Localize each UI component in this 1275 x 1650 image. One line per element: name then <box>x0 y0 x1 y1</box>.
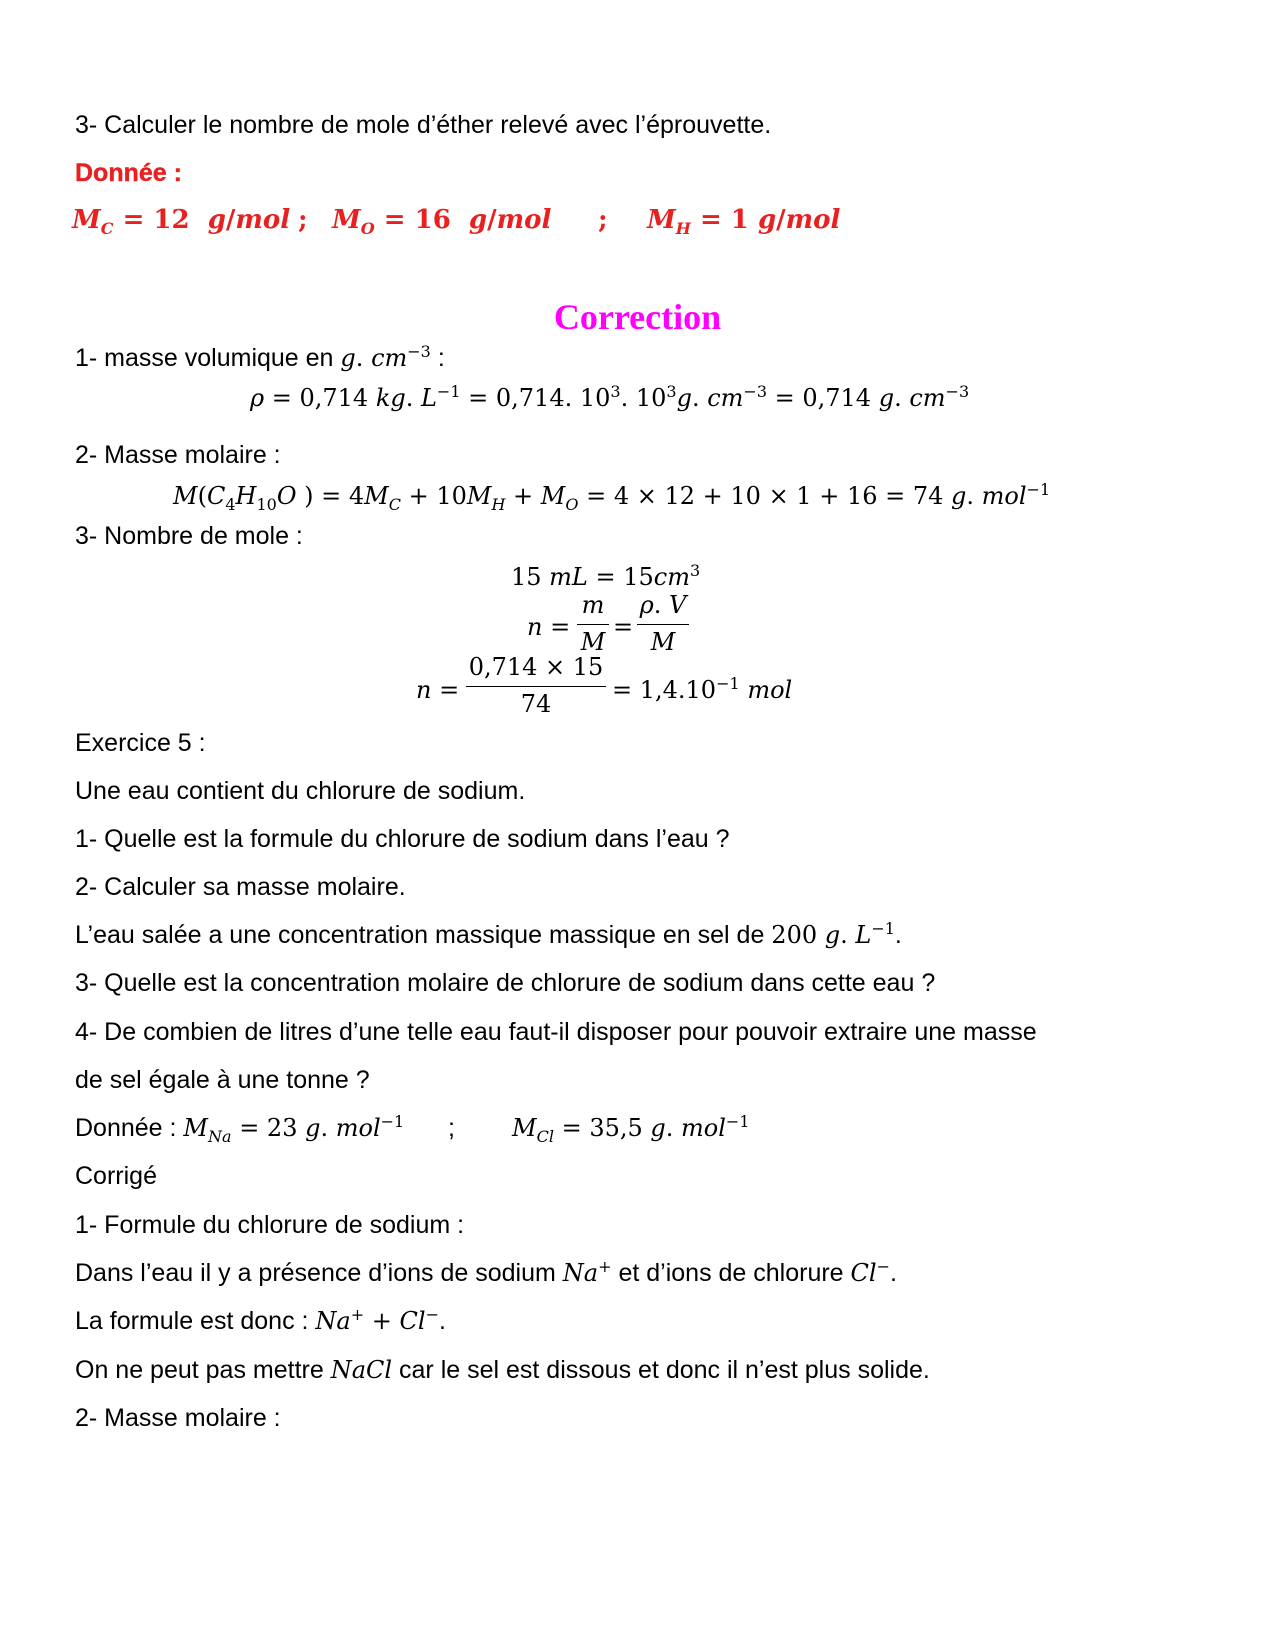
density-formula: ρ = 0,714 kg. $L^{-1} = 0,714$. $10^3$. $10^3g$. $cm^{-3} = 0,714$ g. $cm^{-3}$ <box>250 382 970 412</box>
exercise5-donnee <box>75 1112 405 1146</box>
section1-unit: g. $cm^{-3}$ <box>340 342 431 372</box>
volume-conversion: 15 mL = $15cm^3$ <box>511 561 701 591</box>
section1-colon: : <box>437 344 445 372</box>
exercise5-q4-line1: 4- De combien de litres d’une telle eau faut-il disposer pour pouvoir extraire une masse <box>75 1018 1037 1046</box>
n-equals-2: n = <box>416 676 460 704</box>
frac3-num: 0,714 × 15 <box>468 653 604 681</box>
exercise5-concentration <box>75 920 902 950</box>
frac2-bar <box>637 624 689 625</box>
donnee-mcl: $M_{Cl} = 35,5$ g. mol$^{-1}$ <box>512 1112 750 1146</box>
section3-label: 3- Nombre de mole : <box>75 522 303 550</box>
donnee-mna: $M_{Na} = 23$ g. mol$^{-1}$ <box>183 1112 405 1146</box>
a1-line1-mid: et d’ions de chlorure <box>618 1259 844 1287</box>
section1-label <box>75 343 445 373</box>
exercise5-donnee-label: Donnée : <box>75 1114 177 1142</box>
a1-line1-start: Dans l’eau il y a présence d’ions de sodium <box>75 1259 556 1287</box>
exercise5-donnee-sep: ; <box>448 1114 455 1142</box>
correction-title: Correction <box>553 297 722 337</box>
section2-label: 2- Masse molaire : <box>75 441 281 469</box>
fraction-numeric <box>466 652 606 719</box>
donnee-title: Donnée : <box>75 159 182 187</box>
answer1-line1 <box>75 1258 897 1288</box>
a1-line2-end: . <box>438 1307 446 1335</box>
a1-line1-end: . <box>890 1259 897 1287</box>
answer2-title: 2- Masse molaire : <box>75 1404 281 1432</box>
answer1-title: 1- Formule du chlorure de sodium : <box>75 1211 465 1239</box>
frac1-num: m <box>581 591 605 619</box>
n-result: = $1,4.10^{-1}$ mol <box>612 674 793 704</box>
exercise5-q3: 3- Quelle est la concentration molaire de chlorure de sodium dans cette eau ? <box>75 969 936 997</box>
a1-line2-start: La formule est donc : <box>75 1307 309 1335</box>
fraction-rhoV-over-M <box>637 590 689 657</box>
na-ion: Na+ <box>562 1257 612 1287</box>
nacl-formula: NaCl <box>330 1356 393 1384</box>
a1-line3-start: On ne peut pas mettre <box>75 1356 324 1384</box>
exercise5-q1: 1- Quelle est la formule du chlorure de sodium dans l’eau ? <box>75 825 730 853</box>
frac1-den: M <box>580 628 606 656</box>
donnee-sep1: ; <box>298 205 308 235</box>
frac2-den: M <box>650 628 676 656</box>
section1-label-text: 1- masse volumique en <box>75 344 334 372</box>
frac2-num: ρ. V <box>639 591 687 619</box>
a1-line3-end: car le sel est dissous et donc il n’est plus solide. <box>399 1356 930 1384</box>
frac3-den: 74 <box>520 690 552 718</box>
donnee-mc: $M_C = 12$ g/mol <box>72 205 291 239</box>
answer1-line2 <box>75 1306 446 1336</box>
frac1-bar <box>577 624 609 625</box>
question-3: 3- Calculer le nombre de mole d’éther relevé avec l’éprouvette. <box>75 111 772 139</box>
cl-ion: Cl− <box>850 1257 890 1287</box>
exercise5-intro: Une eau contient du chlorure de sodium. <box>75 777 526 805</box>
concentration-text: L’eau salée a une concentration massique massique en sel de <box>75 921 765 949</box>
frac3-bar <box>466 686 606 687</box>
exercise5-title: Exercice 5 : <box>75 729 206 757</box>
concentration-end: . <box>894 921 902 949</box>
donnee-mo: $M_O = 16$ g/mol <box>332 205 552 239</box>
donnee-sep2: ; <box>598 205 608 235</box>
exercise5-q4-line2: de sel égale à une tonne ? <box>75 1066 370 1094</box>
answer1-line3 <box>75 1355 930 1385</box>
exercise5-q2: 2- Calculer sa masse molaire. <box>75 873 406 901</box>
ion-formula: Na+ + Cl− <box>315 1305 439 1335</box>
donnee-mh: $M_H = 1$ g/mol <box>647 205 841 239</box>
fraction-m-over-M <box>577 590 609 657</box>
molar-mass-formula: $M(C_4H_{10}O$ ) = $4M_C + 10M_H + M_O = 4 \times 12 + 10 \times 1 + 16 = 74$ g. mol$^{-1}$ <box>173 480 1051 514</box>
concentration-value: 200 g. $L^{-1}$ <box>771 919 895 949</box>
n-equals-1: n = <box>527 613 571 641</box>
corrige-title: Corrigé <box>75 1162 157 1190</box>
equals-sign: = <box>613 613 634 641</box>
